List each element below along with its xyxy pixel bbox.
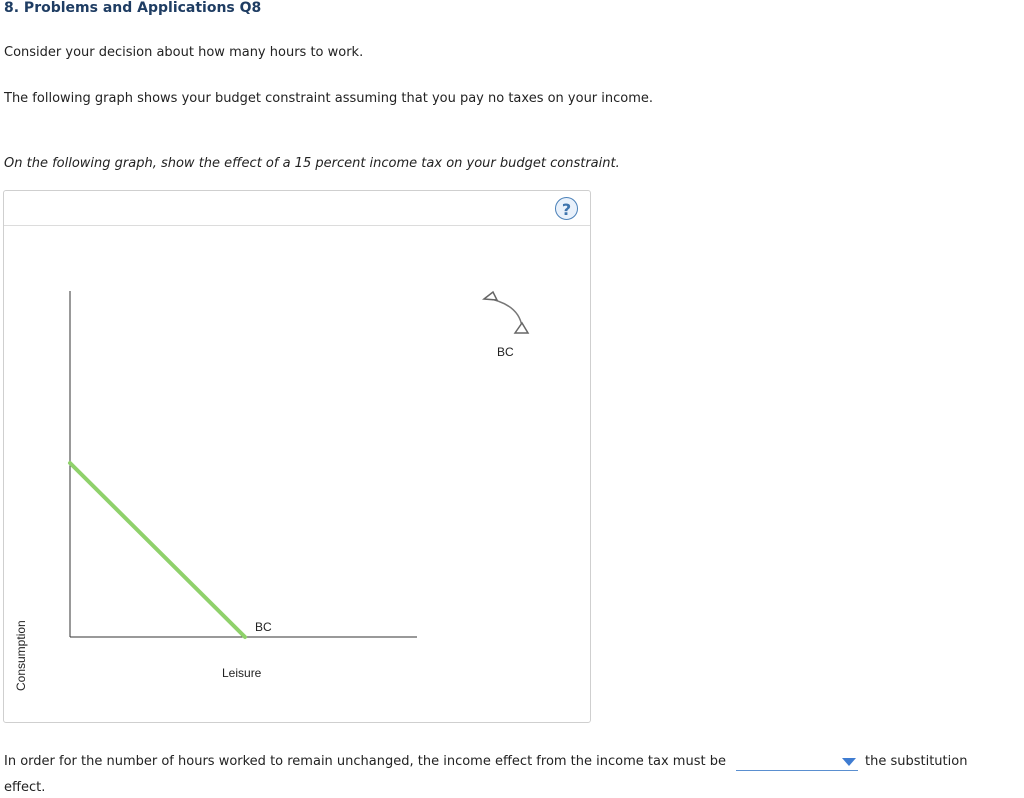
x-axis-label: Leisure	[222, 666, 262, 680]
budget-constraint-label: BC	[255, 620, 272, 634]
graph-panel[interactable]	[3, 190, 591, 723]
intro-text-2: The following graph shows your budget constraint assuming that you pay no taxes on your income.	[4, 91, 654, 106]
budget-constraint-line[interactable]	[70, 463, 245, 637]
y-axis-label: Consumption	[14, 620, 28, 691]
help-icon[interactable]: ?	[555, 197, 578, 220]
line-drawing-tool-icon[interactable]	[484, 292, 528, 333]
chevron-down-icon	[842, 758, 856, 766]
answer-dropdown[interactable]	[736, 754, 858, 771]
question-text: In order for the number of hours worked to remain unchanged, the income effect from the income tax must be	[4, 754, 726, 769]
question-text-after: the substitution	[865, 754, 968, 769]
page-title: 8. Problems and Applications Q8	[4, 0, 262, 16]
intro-text-1: Consider your decision about how many hours to work.	[4, 45, 364, 60]
graph-canvas[interactable]	[4, 191, 590, 722]
instruction-text: On the following graph, show the effect of a 15 percent income tax on your budget constraint.	[4, 156, 620, 171]
question-text-wrap: effect.	[4, 780, 46, 795]
tool-label-bc: BC	[497, 345, 514, 359]
